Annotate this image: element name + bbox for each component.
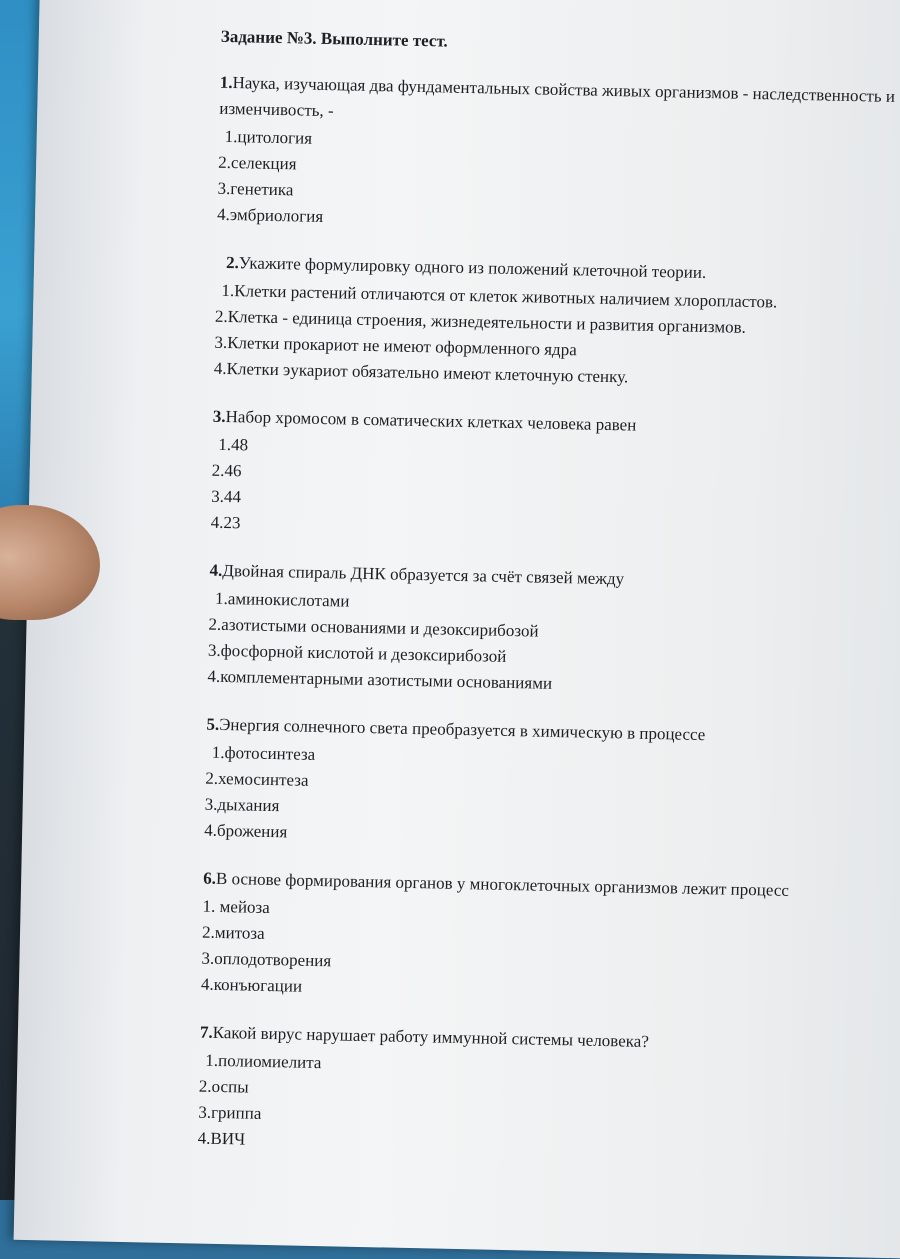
question-text: Укажите формулировку одного из положений клеточной теории. [238, 253, 707, 283]
question [217, 70, 900, 242]
question [197, 1020, 890, 1166]
question-text: Наука, изучающая два фундаментальных свойства живых организмов - наследственность и изменчивость, - [219, 73, 896, 121]
answer-option: 4.Клетки эукариот обязательно имеют клеточную стенку. [213, 358, 629, 387]
answer-option: 2.46 [211, 460, 242, 481]
answer-option: 4.брожения [204, 820, 288, 842]
answer-option: 3.оплодотворения [201, 948, 332, 971]
question-text: Набор хромосом в соматических клетках человека равен [225, 406, 637, 435]
question [204, 712, 897, 858]
answer-option: 3.44 [211, 486, 242, 507]
answer-option: 1.полиомиелита [205, 1050, 322, 1073]
answer-option: 4.конъюгации [200, 974, 303, 996]
question [210, 404, 900, 550]
question-number: 4. [209, 560, 223, 580]
answer-option: 2.Клетка - единица строения, жизнедеятельности и развития организмов. [214, 306, 747, 337]
answer-option: 3.генетика [217, 178, 294, 200]
answer-option: 1. мейоза [202, 896, 270, 918]
question-text: Энергия солнечного света преобразуется в химическую в процессе [219, 714, 706, 745]
answer-option: 4.эмбриология [216, 204, 324, 226]
answer-option: 2.оспы [198, 1076, 249, 1097]
answer-option: 3.дыхания [204, 794, 280, 816]
task-title: Задание №3. Выполните тест. [220, 26, 448, 51]
answer-option: 1.аминокислотами [214, 588, 350, 611]
question-text: Двойная спираль ДНК образуется за счёт связей между [222, 560, 625, 589]
answer-option: 4.23 [210, 512, 241, 533]
question [207, 558, 900, 704]
answer-option: 2.хемосинтеза [205, 768, 309, 790]
question [201, 866, 894, 1012]
answer-option: 3.гриппа [198, 1102, 262, 1123]
answer-option: 2.селекция [218, 152, 297, 174]
answer-option: 2.митоза [201, 922, 265, 943]
test-content [197, 24, 900, 1188]
answer-option: 2.азотистыми основаниями и дезоксирибозой [208, 614, 539, 641]
answer-option: 1.фотосинтеза [211, 742, 316, 764]
answer-option: 4.ВИЧ [197, 1128, 246, 1149]
answer-option: 3.Клетки прокариот не имеют оформленного ядра [214, 332, 577, 360]
question-number: 2. [225, 252, 240, 273]
question-number: 7. [199, 1022, 213, 1042]
question-number: 1. [219, 72, 233, 93]
answer-option: 4.комплементарными азотистыми основаниями [207, 666, 553, 693]
answer-option: 1.48 [218, 434, 249, 455]
question-text: В основе формирования органов у многоклеточных организмов лежит процесс [215, 868, 790, 900]
question-number: 5. [206, 714, 220, 734]
question-number: 3. [212, 406, 226, 426]
answer-option: 1.цитология [224, 126, 313, 148]
answer-option: 3.фосфорной кислотой и дезоксирибозой [207, 640, 507, 666]
paper-sheet [14, 0, 900, 1259]
answer-option: 1.Клетки растений отличаются от клеток животных наличием хлоропластов. [221, 280, 778, 312]
question [214, 250, 900, 396]
question-number: 6. [203, 868, 217, 888]
question-text: Какой вирус нарушает работу иммунной системы человека? [212, 1022, 650, 1051]
